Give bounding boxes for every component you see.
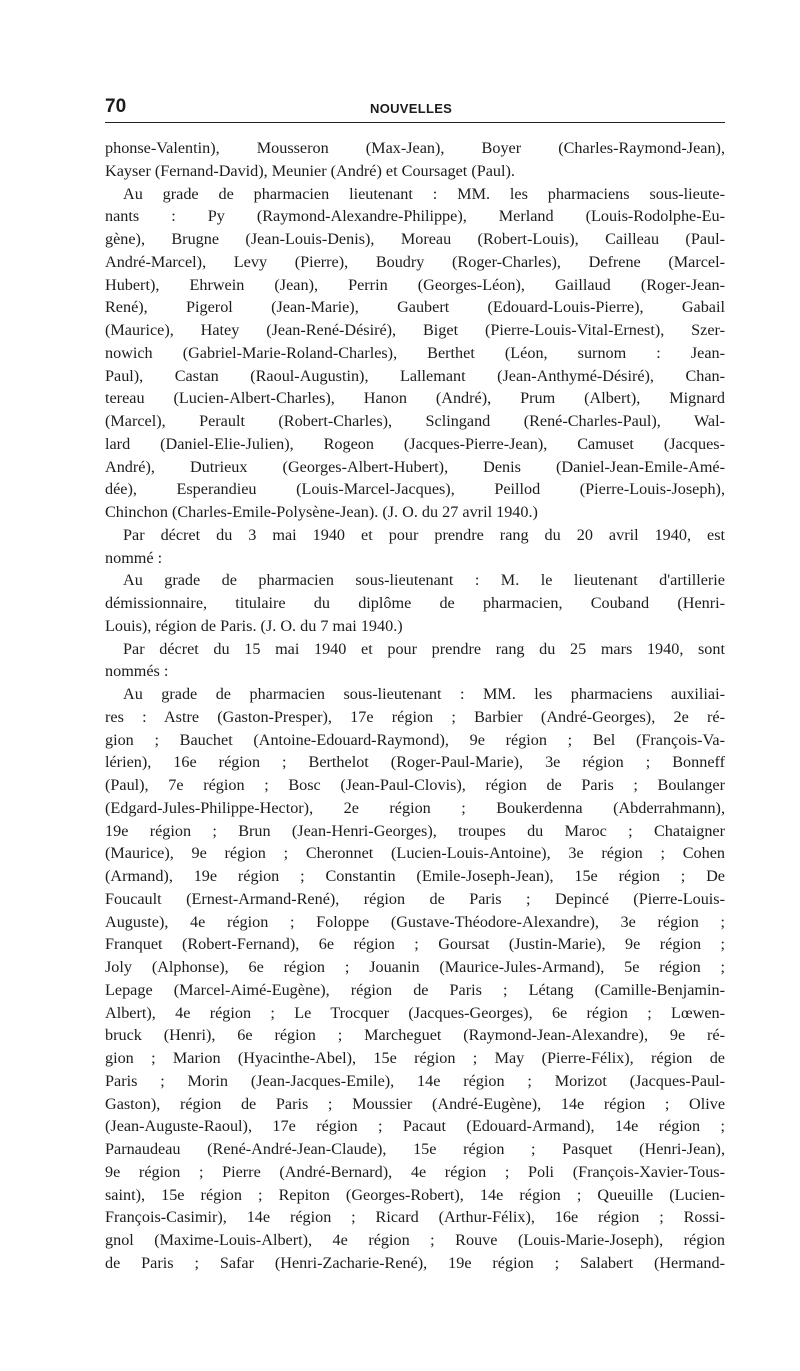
text-line: nommé : [105,548,163,567]
text-line: (Marcel), Perault (Robert-Charles), Sclingand (René-Charles-Paul), Wal- [105,412,725,430]
text-line: Au grade de pharmacien lieutenant : MM. les pharmaciens sous-lieute- [123,184,725,203]
text-line: lérien), 16e région ; Berthelot (Roger-Paul-Marie), 3e région ; Bonneff [105,753,725,772]
text-line: (Edgard-Jules-Philippe-Hector), 2e région ; Boukerdenna (Abderrahmann), [105,798,725,817]
text-line: gène), Brugne (Jean-Louis-Denis), Moreau (Robert-Louis), Cailleau (Paul- [105,230,725,248]
text-line: 9e région ; Pierre (André-Bernard), 4e région ; Poli (François-Xavier-Tous- [105,1162,725,1181]
text-line: Parnaudeau (René-André-Jean-Claude), 15e région ; Pasquet (Henri-Jean), [105,1140,725,1158]
text-line: nowich (Gabriel-Marie-Roland-Charles), Berthet (Léon, surnom : Jean- [105,343,725,362]
text-line: tereau (Lucien-Albert-Charles), Hanon (André), Prum (Albert), Mignard [105,389,725,408]
text-line: de Paris ; Safar (Henri-Zacharie-René), 19e région ; Salabert (Hermand- [105,1253,725,1272]
text-line: gion ; Bauchet (Antoine-Edouard-Raymond), 9e région ; Bel (François-Va- [105,730,725,749]
text-line: Foucault (Ernest-Armand-René), région de Paris ; Depincé (Pierre-Louis- [105,889,725,908]
text-line: démissionnaire, titulaire du diplôme de pharmacien, Couband (Henri- [105,594,725,612]
text-line: André-Marcel), Levy (Pierre), Boudry (Roger-Charles), Defrene (Marcel- [105,252,725,271]
text-line: Lepage (Marcel-Aimé-Eugène), région de Paris ; Létang (Camille-Benjamin- [105,980,725,999]
text-line: Au grade de pharmacien sous-lieutenant : MM. les pharmaciens auxiliai- [123,685,725,703]
text-line: (Paul), 7e région ; Bosc (Jean-Paul-Clovis), région de Paris ; Boulanger [105,776,725,794]
text-line: gion ; Marion (Hyacinthe-Abel), 15e région ; May (Pierre-Félix), région de [105,1049,725,1067]
text-line: Louis), région de Paris. (J. O. du 7 mai 1940.) [105,616,403,635]
text-line: (Maurice), Hatey (Jean-René-Désiré), Biget (Pierre-Louis-Vital-Ernest), Szer- [105,321,725,339]
text-line: Paris ; Morin (Jean-Jacques-Emile), 14e région ; Morizot (Jacques-Paul- [105,1071,725,1090]
text-line: phonse-Valentin), Mousseron (Max-Jean), Boyer (Charles-Raymond-Jean), [105,139,725,157]
page-header [105,92,725,123]
text-line: bruck (Henri), 6e région ; Marcheguet (Raymond-Jean-Alexandre), 9e ré- [105,1026,725,1045]
text-line: André), Dutrieux (Georges-Albert-Hubert), Denis (Daniel-Jean-Emile-Amé- [105,457,725,476]
text-line: Albert), 4e région ; Le Trocquer (Jacques-Georges), 6e région ; Lœwen- [105,1003,725,1022]
text-line: res : Astre (Gaston-Presper), 17e région ; Barbier (André-Georges), 2e ré- [105,707,725,726]
text-line: Au grade de pharmacien sous-lieutenant : M. le lieutenant d'artillerie [123,571,725,590]
text-line: François-Casimir), 14e région ; Ricard (Arthur-Félix), 16e région ; Rossi- [105,1208,725,1227]
text-line: nommés : [105,662,169,681]
text-line: gnol (Maxime-Louis-Albert), 4e région ; Rouve (Louis-Marie-Joseph), région [105,1231,725,1249]
running-title: NOUVELLES [370,101,453,116]
body-text [105,137,725,1275]
text-line: Chinchon (Charles-Emile-Polysène-Jean). (J. O. du 27 avril 1940.) [105,503,538,521]
text-line: Auguste), 4e région ; Foloppe (Gustave-Théodore-Alexandre), 3e région ; [105,912,725,931]
text-line: (Jean-Auguste-Raoul), 17e région ; Pacaut (Edouard-Armand), 14e région ; [105,1117,725,1136]
text-line: nants : Py (Raymond-Alexandre-Philippe), Merland (Louis-Rodolphe-Eu- [105,207,725,226]
text-line: saint), 15e région ; Repiton (Georges-Robert), 14e région ; Queuille (Lucien- [105,1185,725,1204]
text-line: dée), Esperandieu (Louis-Marcel-Jacques), Peillod (Pierre-Louis-Joseph), [105,480,725,499]
page-number: 70 [105,96,127,117]
text-line: 19e région ; Brun (Jean-Henri-Georges), troupes du Maroc ; Chataigner [105,821,725,840]
text-line: Franquet (Robert-Fernand), 6e région ; Goursat (Justin-Marie), 9e région ; [105,935,725,954]
text-line: Par décret du 3 mai 1940 et pour prendre rang du 20 avril 1940, est [123,525,725,544]
text-line: Kayser (Fernand-David), Meunier (André) et Coursaget (Paul). [105,161,515,180]
text-line: René), Pigerol (Jean-Marie), Gaubert (Edouard-Louis-Pierre), Gabail [105,298,725,317]
text-line: Hubert), Ehrwein (Jean), Perrin (Georges-Léon), Gaillaud (Roger-Jean- [105,275,725,294]
book-page [105,92,725,1275]
text-line: Joly (Alphonse), 6e région ; Jouanin (Maurice-Jules-Armand), 5e région ; [105,958,725,976]
text-line: Gaston), région de Paris ; Moussier (André-Eugène), 14e région ; Olive [105,1094,725,1113]
text-line: (Armand), 19e région ; Constantin (Emile-Joseph-Jean), 15e région ; De [105,867,725,885]
text-line: lard (Daniel-Elie-Julien), Rogeon (Jacques-Pierre-Jean), Camuset (Jacques- [105,434,725,453]
text-line: Par décret du 15 mai 1940 et pour prendre rang du 25 mars 1940, sont [123,639,725,658]
text-line: Paul), Castan (Raoul-Augustin), Lallemant (Jean-Anthymé-Désiré), Chan- [105,366,725,385]
text-line: (Maurice), 9e région ; Cheronnet (Lucien-Louis-Antoine), 3e région ; Cohen [105,844,725,863]
